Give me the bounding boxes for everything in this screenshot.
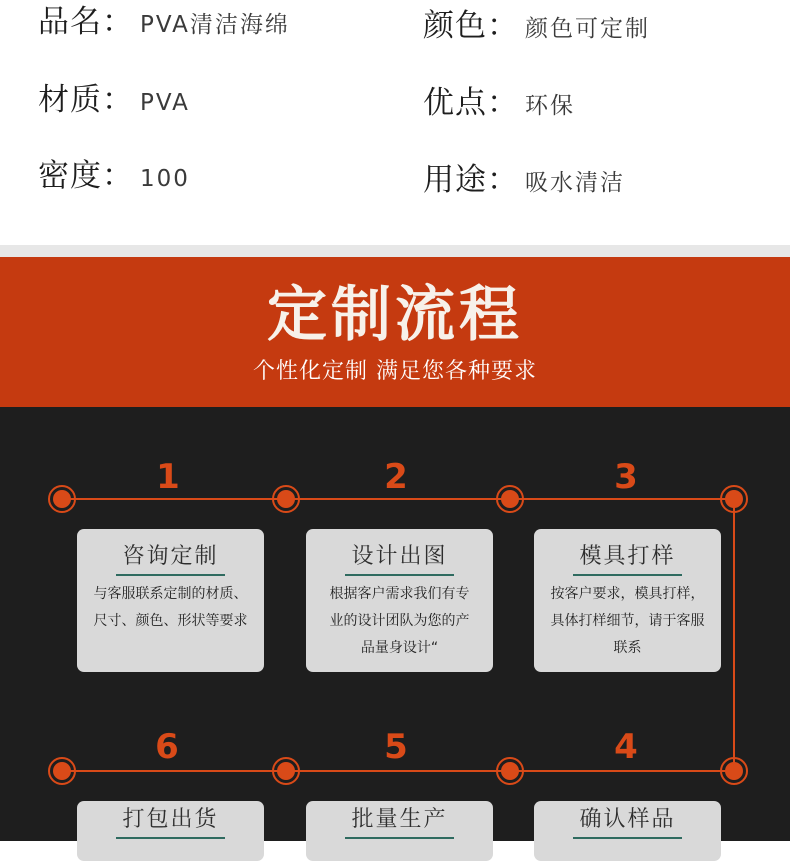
step-1-desc [85, 581, 256, 635]
step-2-desc-line: 品量身设计“ [360, 640, 439, 656]
spec-name-value: PVA清洁海绵 [140, 12, 290, 38]
step-4-title: 确认样品 [573, 805, 681, 839]
step-6-number: 6 [155, 727, 179, 767]
spec-density [38, 150, 190, 195]
step-5-number: 5 [384, 727, 408, 767]
spec-usage-value: 吸水清洁 [525, 170, 625, 196]
step-5-card [306, 801, 493, 861]
step-3-desc-line: 具体打样细节，请于客服 [550, 613, 705, 629]
step-3-card [534, 529, 721, 672]
step-6-card [77, 801, 264, 861]
spec-color [423, 0, 650, 45]
step-2-number: 2 [384, 457, 408, 497]
spec-merit-label: 优点： [423, 85, 519, 121]
spec-density-label: 密度： [38, 158, 134, 194]
spec-color-value: 颜色可定制 [525, 16, 650, 42]
spec-color-label: 颜色： [423, 8, 519, 44]
step-1-card [77, 529, 264, 672]
step-3-title: 模具打样 [573, 542, 681, 576]
banner-subtitle: 个性化定制 满足您各种要求 [253, 359, 537, 384]
step-3-desc-line: 按客户要求，模具打样， [550, 586, 705, 602]
spec-material-value: PVA [140, 90, 190, 116]
banner-title: 定制流程 [267, 280, 523, 350]
step-4-card [534, 801, 721, 861]
spec-usage [423, 154, 625, 199]
spec-merit-value: 环保 [525, 93, 575, 119]
step-3-number: 3 [614, 457, 638, 497]
product-specs [0, 0, 790, 245]
step-1-desc-line: 尺寸、颜色、形状等要求 [93, 613, 248, 629]
section-divider [0, 245, 790, 257]
step-2-title: 设计出图 [345, 542, 453, 576]
step-3-desc-line: 联系 [613, 640, 642, 656]
step-2-card [306, 529, 493, 672]
step-2-desc-line: 根据客户需求我们有专 [329, 586, 470, 602]
step-2-desc-line: 业的设计团队为您的产 [329, 613, 470, 629]
step-3-desc [542, 581, 713, 662]
spec-merit [423, 77, 575, 122]
spec-material-label: 材质： [38, 82, 134, 118]
process-banner [0, 257, 790, 407]
spec-name-label: 品名： [38, 4, 134, 40]
step-4-number: 4 [614, 727, 638, 767]
spec-name [38, 0, 290, 41]
step-2-desc [314, 581, 485, 662]
step-1-title: 咨询定制 [116, 542, 224, 576]
spec-density-value: 100 [140, 166, 190, 192]
step-1-desc-line: 与客服联系定制的材质、 [93, 586, 248, 602]
step-5-title: 批量生产 [345, 805, 453, 839]
step-6-title: 打包出货 [116, 805, 224, 839]
process-section [0, 407, 790, 841]
spec-usage-label: 用途： [423, 162, 519, 198]
spec-material [38, 74, 190, 119]
step-1-number: 1 [156, 457, 180, 497]
